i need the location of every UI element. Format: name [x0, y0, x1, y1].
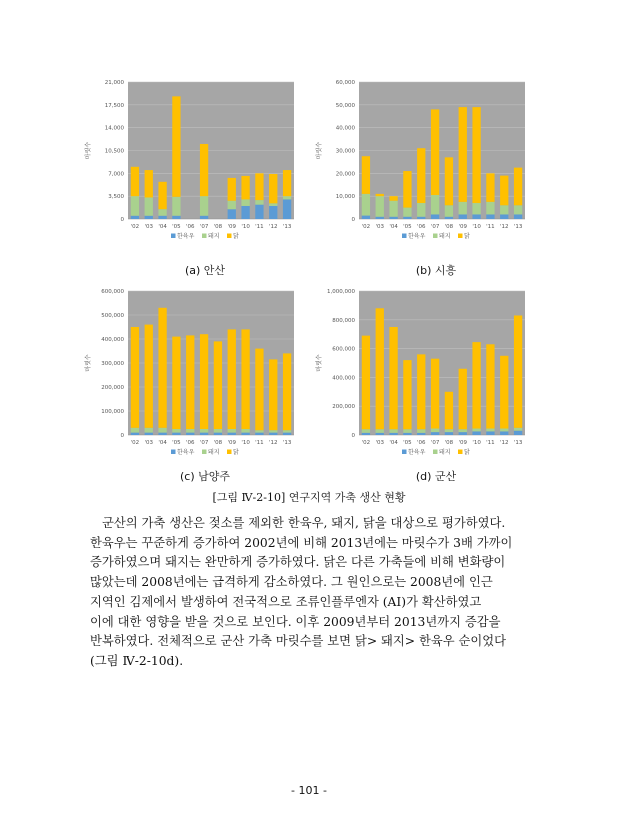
chart-siheung	[313, 74, 533, 249]
bar-segment	[486, 344, 494, 428]
y-tick-label: 400,000	[101, 337, 124, 343]
x-tick-label: '05	[172, 440, 181, 446]
chart-gunsan	[313, 283, 533, 465]
bar-segment	[486, 429, 494, 432]
x-tick-label: '07	[199, 224, 209, 230]
x-tick-label: '02	[130, 224, 140, 230]
chart-svg	[313, 283, 533, 465]
bar-segment	[131, 433, 139, 435]
bar-segment	[514, 205, 522, 214]
bar-segment	[459, 429, 467, 432]
x-tick-label: '11	[255, 224, 264, 230]
bar-segment	[403, 217, 411, 219]
bar-segment	[200, 429, 208, 433]
legend-swatch	[458, 450, 463, 455]
x-tick-label: '05	[403, 440, 412, 446]
bar-segment	[228, 329, 236, 429]
bar-segment	[214, 429, 222, 433]
x-tick-label: '04	[389, 224, 398, 230]
y-tick-label: 17,500	[104, 102, 124, 109]
y-tick-label: 14,000	[104, 125, 124, 132]
legend-swatch	[171, 450, 176, 455]
bar-segment	[200, 144, 208, 196]
x-tick-label: '02	[361, 224, 371, 230]
bar-segment	[431, 214, 439, 219]
x-tick-label: '12	[499, 224, 509, 230]
bar-segment	[228, 433, 236, 435]
bar-segment	[145, 433, 153, 435]
bar-segment	[417, 217, 425, 219]
chart-namyangju	[82, 283, 302, 465]
bar-segment	[145, 325, 153, 428]
bar-segment	[445, 429, 453, 432]
chart-svg	[82, 283, 302, 465]
legend-label: 한육우	[177, 449, 195, 456]
bar-segment	[389, 327, 397, 429]
bar-segment	[145, 216, 153, 219]
bar-segment	[186, 429, 194, 433]
legend-label: 돼지	[439, 233, 451, 240]
x-tick-label: '03	[144, 440, 154, 446]
bar-segment	[241, 199, 249, 206]
bar-segment	[228, 201, 236, 209]
x-tick-label: '12	[268, 440, 278, 446]
bar-segment	[514, 428, 522, 431]
bar-segment	[514, 431, 522, 435]
bar-segment	[228, 209, 236, 219]
paragraph-line: 이에 대한 영향을 받을 것으로 보인다. 이후 2009년부터 2013년까지 증감을	[90, 614, 501, 629]
x-tick-label: '06	[185, 224, 195, 230]
legend-swatch	[171, 234, 176, 239]
legend-label: 닭	[233, 233, 239, 240]
y-tick-label: 500,000	[101, 313, 124, 319]
bar-segment	[403, 433, 411, 435]
bar-segment	[255, 433, 263, 435]
bar-segment	[389, 433, 397, 435]
x-tick-label: '12	[499, 440, 509, 446]
x-tick-label: '09	[458, 440, 468, 446]
x-tick-label: '02	[361, 440, 371, 446]
bar-segment	[145, 170, 153, 197]
x-tick-label: '10	[472, 224, 481, 230]
bar-segment	[186, 335, 194, 429]
legend-swatch	[227, 234, 232, 239]
x-tick-label: '08	[444, 224, 454, 230]
x-tick-label: '13	[282, 224, 292, 230]
x-tick-label: '13	[513, 224, 523, 230]
bar-segment	[172, 429, 180, 433]
bar-segment	[131, 428, 139, 433]
legend-label: 한육우	[408, 449, 426, 456]
bar-segment	[269, 206, 277, 219]
legend-label: 돼지	[208, 449, 220, 456]
y-tick-label: 200,000	[101, 385, 124, 391]
bar-segment	[362, 336, 370, 430]
legend-swatch	[402, 234, 407, 239]
bar-segment	[486, 214, 494, 219]
paragraph-line: (그림 Ⅳ-2-10d).	[90, 653, 184, 668]
x-tick-label: '06	[185, 440, 195, 446]
bar-segment	[241, 433, 249, 435]
legend-label: 돼지	[439, 449, 451, 456]
y-tick-label: 800,000	[332, 317, 355, 324]
bar-segment	[389, 201, 397, 217]
bar-segment	[145, 428, 153, 433]
x-tick-label: '13	[282, 440, 292, 446]
y-tick-label: 60,000	[335, 80, 355, 86]
x-tick-label: '12	[268, 224, 278, 230]
bar-segment	[445, 205, 453, 216]
bar-segment	[445, 217, 453, 219]
bar-segment	[255, 430, 263, 432]
bar-segment	[459, 202, 467, 215]
bar-segment	[172, 433, 180, 435]
bar-segment	[500, 176, 508, 206]
bar-segment	[269, 203, 277, 206]
bar-segment	[417, 354, 425, 429]
bar-segment	[131, 196, 139, 216]
bar-segment	[172, 216, 180, 219]
x-tick-label: '08	[444, 440, 454, 446]
bar-segment	[255, 200, 263, 205]
bar-segment	[500, 356, 508, 429]
x-tick-label: '06	[416, 224, 426, 230]
x-tick-label: '11	[486, 224, 495, 230]
bar-segment	[131, 216, 139, 219]
y-tick-label: 30,000	[335, 148, 355, 155]
figure-caption: [그림 Ⅳ-2-10] 연구지역 가축 생산 현황	[212, 491, 406, 504]
bar-segment	[472, 214, 480, 219]
paragraph-line: 많았는데 2008년에는 급격하게 감소하였다. 그 원인으로는 2008년에 인근	[90, 575, 493, 590]
y-axis-label: 마릿수	[85, 354, 92, 372]
bar-segment	[376, 217, 384, 219]
bar-segment	[459, 107, 467, 202]
bar-segment	[241, 329, 249, 429]
y-tick-label: 3,500	[108, 194, 124, 201]
bar-segment	[403, 171, 411, 208]
paragraph-line: 증가하였으며 돼지는 완만하게 증가하였다. 닭은 다른 가축들에 비해 변화량이	[90, 555, 506, 570]
bar-segment	[241, 429, 249, 433]
x-tick-label: '02	[130, 440, 140, 446]
subtitle-namyangju: (c) 남양주	[179, 470, 230, 483]
legend-swatch	[433, 450, 438, 455]
bar-segment	[269, 430, 277, 432]
legend-label: 닭	[464, 233, 470, 240]
x-tick-label: '05	[403, 224, 412, 230]
y-tick-label: 200,000	[332, 404, 355, 411]
bar-segment	[445, 392, 453, 429]
y-tick-label: 300,000	[101, 361, 124, 367]
y-axis-label: 마릿수	[316, 354, 323, 372]
bar-segment	[431, 109, 439, 195]
bar-segment	[389, 217, 397, 219]
bar-segment	[158, 308, 166, 428]
legend-label: 닭	[464, 449, 470, 456]
bar-segment	[158, 182, 166, 209]
x-tick-label: '10	[241, 440, 250, 446]
bar-segment	[158, 428, 166, 433]
bar-segment	[158, 216, 166, 219]
legend-swatch	[433, 234, 438, 239]
bar-segment	[486, 173, 494, 202]
bar-segment	[158, 209, 166, 216]
x-tick-label: '04	[158, 440, 167, 446]
y-axis-label: 마릿수	[85, 141, 92, 160]
bar-segment	[241, 206, 249, 219]
paragraph-line: 지역인 김제에서 발생하여 전국적으로 조류인플루엔자 (AI)가 확산하였고	[90, 594, 482, 609]
chart-svg	[313, 74, 533, 249]
y-tick-label: 0	[120, 217, 124, 223]
bar-segment	[472, 203, 480, 214]
bar-segment	[445, 157, 453, 205]
bar-segment	[445, 432, 453, 435]
chart-ansan	[82, 74, 302, 249]
x-tick-label: '03	[375, 224, 385, 230]
legend-swatch	[202, 234, 207, 239]
bar-segment	[514, 168, 522, 206]
y-tick-label: 50,000	[335, 102, 355, 109]
x-tick-label: '13	[513, 440, 523, 446]
bar-segment	[283, 433, 291, 435]
bar-segment	[241, 176, 249, 199]
bar-segment	[283, 353, 291, 430]
bar-segment	[283, 430, 291, 432]
bar-segment	[214, 433, 222, 435]
y-tick-label: 7,000	[108, 171, 124, 178]
y-tick-label: 20,000	[335, 171, 355, 178]
bar-segment	[131, 327, 139, 428]
bar-segment	[200, 334, 208, 429]
x-tick-label: '11	[486, 440, 495, 446]
y-tick-label: 1,000,000	[327, 289, 355, 295]
y-tick-label: 0	[120, 433, 124, 439]
bar-segment	[389, 429, 397, 433]
bar-segment	[362, 156, 370, 194]
x-tick-label: '09	[227, 224, 237, 230]
bar-segment	[172, 96, 180, 196]
bar-segment	[431, 195, 439, 214]
bar-segment	[200, 196, 208, 216]
legend-swatch	[227, 450, 232, 455]
bar-segment	[417, 429, 425, 433]
bar-segment	[269, 359, 277, 430]
y-tick-label: 0	[351, 433, 355, 439]
bar-segment	[283, 170, 291, 196]
y-tick-label: 600,000	[101, 289, 124, 295]
bar-segment	[362, 216, 370, 219]
legend-swatch	[458, 234, 463, 239]
bar-segment	[459, 214, 467, 219]
bar-segment	[200, 216, 208, 219]
x-tick-label: '03	[144, 224, 154, 230]
legend-label: 한육우	[408, 233, 426, 240]
bar-segment	[362, 433, 370, 435]
bar-segment	[459, 432, 467, 435]
bar-segment	[145, 197, 153, 215]
y-tick-label: 600,000	[332, 346, 355, 353]
bar-segment	[158, 433, 166, 435]
chart-svg	[82, 74, 302, 249]
legend-swatch	[402, 450, 407, 455]
legend-label: 닭	[233, 449, 239, 456]
x-tick-label: '08	[213, 224, 223, 230]
legend-swatch	[202, 450, 207, 455]
y-tick-label: 40,000	[335, 125, 355, 132]
bar-segment	[500, 214, 508, 219]
bar-segment	[255, 205, 263, 219]
legend-label: 돼지	[208, 233, 220, 240]
x-tick-label: '08	[213, 440, 223, 446]
paragraph-line: 반복하였다. 전체적으로 군산 가축 마릿수를 보면 닭> 돼지> 한육우 순이었다	[90, 634, 507, 649]
bar-segment	[459, 369, 467, 429]
y-tick-label: 0	[351, 217, 355, 223]
bar-segment	[255, 349, 263, 431]
bar-segment	[472, 342, 480, 428]
bar-segment	[362, 429, 370, 433]
bar-segment	[131, 167, 139, 196]
bar-segment	[403, 360, 411, 429]
x-tick-label: '07	[199, 440, 209, 446]
bar-segment	[431, 359, 439, 429]
y-tick-label: 10,500	[104, 148, 124, 155]
bar-segment	[269, 433, 277, 435]
y-tick-label: 21,000	[104, 80, 124, 86]
bar-segment	[472, 431, 480, 435]
bar-segment	[472, 429, 480, 432]
subtitle-siheung: (b) 시흥	[415, 264, 457, 277]
bar-segment	[172, 337, 180, 429]
y-tick-label: 400,000	[332, 375, 355, 382]
paragraph-line: 군산의 가축 생산은 젖소를 제외한 한육우, 돼지, 닭을 대상으로 평가하였다.	[102, 516, 506, 530]
bar-segment	[362, 194, 370, 216]
bar-segment	[417, 148, 425, 203]
body-paragraph	[90, 514, 538, 672]
bar-segment	[514, 315, 522, 427]
bar-segment	[376, 433, 384, 435]
bar-segment	[172, 197, 180, 216]
bar-segment	[200, 433, 208, 435]
bar-segment	[417, 203, 425, 217]
bar-segment	[376, 196, 384, 217]
bar-segment	[228, 178, 236, 201]
bar-segment	[255, 173, 263, 200]
bar-segment	[376, 194, 384, 196]
bar-segment	[214, 341, 222, 429]
bar-segment	[472, 107, 480, 203]
x-tick-label: '05	[172, 224, 181, 230]
bar-segment	[389, 196, 397, 201]
x-tick-label: '10	[241, 224, 250, 230]
legend-label: 한육우	[177, 233, 195, 240]
bar-segment	[283, 196, 291, 199]
subtitle-gunsan: (d) 군산	[415, 470, 457, 483]
x-tick-label: '11	[255, 440, 264, 446]
bar-segment	[186, 433, 194, 435]
x-tick-label: '03	[375, 440, 385, 446]
bar-segment	[417, 433, 425, 435]
page-number: - 101 -	[291, 784, 327, 797]
bar-segment	[431, 429, 439, 433]
bar-segment	[376, 429, 384, 433]
subtitle-ansan: (a) 안산	[184, 264, 226, 277]
bar-segment	[376, 308, 384, 429]
y-tick-label: 100,000	[101, 409, 124, 415]
bar-segment	[403, 208, 411, 217]
x-tick-label: '04	[389, 440, 398, 446]
bar-segment	[486, 202, 494, 215]
x-tick-label: '09	[227, 440, 237, 446]
x-tick-label: '10	[472, 440, 481, 446]
x-tick-label: '04	[158, 224, 167, 230]
bar-segment	[283, 199, 291, 219]
paragraph-line: 한육우는 꾸준하게 증가하여 2002년에 비해 2013년에는 마릿수가 3배 가까이	[90, 535, 513, 550]
bar-segment	[486, 431, 494, 435]
x-tick-label: '06	[416, 440, 426, 446]
x-tick-label: '09	[458, 224, 468, 230]
y-tick-label: 10,000	[335, 194, 355, 201]
bar-segment	[403, 429, 411, 433]
bar-segment	[431, 432, 439, 435]
bar-segment	[500, 205, 508, 214]
x-tick-label: '07	[430, 224, 440, 230]
x-tick-label: '07	[430, 440, 440, 446]
bar-segment	[514, 214, 522, 219]
bar-segment	[228, 429, 236, 433]
bar-segment	[269, 174, 277, 203]
y-axis-label: 마릿수	[316, 141, 323, 160]
bar-segment	[500, 429, 508, 432]
bar-segment	[500, 431, 508, 435]
